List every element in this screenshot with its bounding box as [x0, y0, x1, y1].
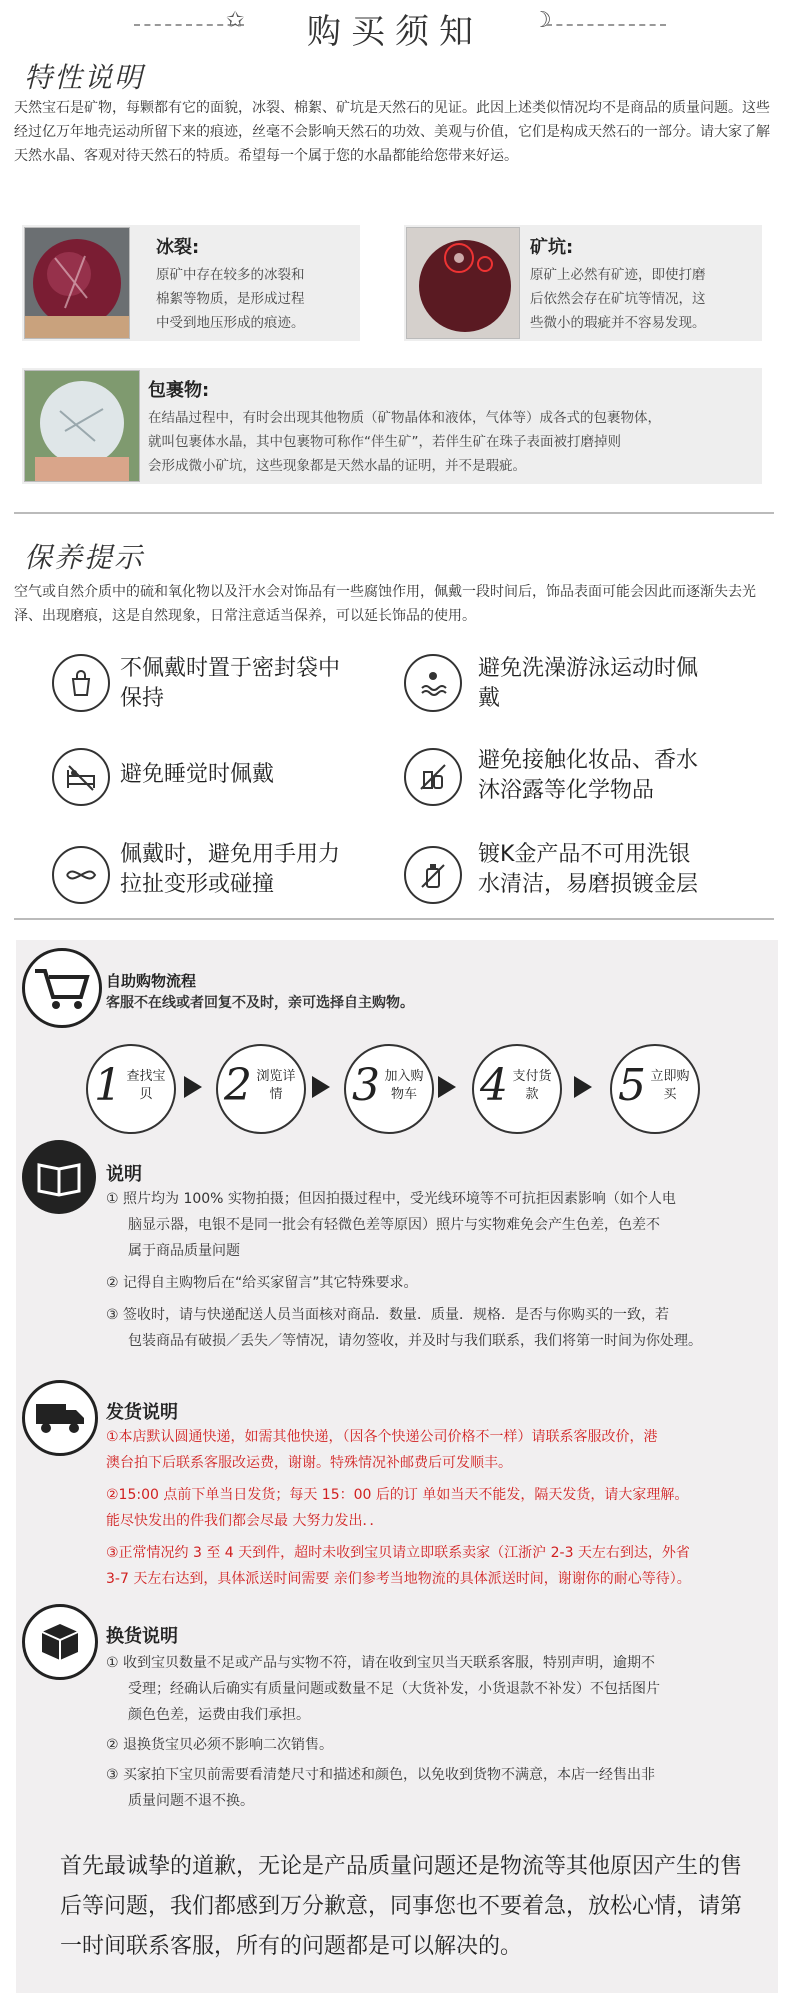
card-desc: 原矿上必然有矿迹，即使打磨 后依然会存在矿坑等情况，这 些微小的瑕疵并不容易发现。 — [530, 267, 706, 331]
care-tip-text: 避免洗澡游泳运动时佩 戴 — [478, 656, 699, 711]
box-icon — [22, 1604, 98, 1680]
care-tip-text: 不佩戴时置于密封袋中 保持 — [120, 656, 341, 711]
divider — [14, 512, 774, 514]
arrow-icon — [438, 1076, 456, 1098]
book-icon — [22, 1140, 96, 1214]
step-find: 1 查找宝贝 — [86, 1044, 176, 1134]
shipping-text: ①本店默认圆通快递，如需其他快递，（因各个快递公司价格不一样）请联系客服改价，港 澳台拍下后联系客服改运费，谢谢。特殊情况补邮费后可发顺丰。 ②15:00 点前下单当日发货；每天 15：00 后的订 单如当天不能发，隔天发货，请大家理解。 能尽快发出的件我们都会尽最 大努力发出．． ③正常情况约 3 至 4 天到件，超时未收到宝贝请立即联系卖家（江浙沪 2-3 天左右到达，外省 3-7 天左右达到，具体派送时间需要 亲们参考当地物流的具体派送时间，谢谢你的耐心等待）。 — [106, 1429, 691, 1587]
divider — [14, 918, 774, 920]
tangle-icon — [52, 846, 110, 904]
card-title: 包裹物: — [148, 380, 210, 401]
notes-text: ① 照片均为 100% 实物拍摄；但因拍摄过程中，受光线环境等不可抗拒因素影响（如个人电 脑显示器，电银不是同一批会有轻微色差等原因）照片与实物难免会产生色差，色差不 属于商品质量问题 ② 记得自主购物后在“给买家留言”其它特殊要求。 ③ 签收时，请与快递配送人员当面核对商品．数量．质量．规格．是否与你购买的一致，若 包装商品有破损／丢失／等情况，请勿签收，并及时与我们联系，我们将第一时间为你处理。 — [106, 1191, 702, 1349]
care-title: 保养提示 — [24, 541, 145, 574]
notes-title: 说明 — [106, 1164, 142, 1185]
mineral-pit-photo — [406, 227, 520, 339]
care-tip-text: 佩戴时，避免用手用力 拉扯变形或碰撞 — [120, 842, 341, 897]
step-add-cart: 3 加入购物车 — [344, 1044, 434, 1134]
feature-card-inclusions — [22, 368, 762, 484]
features-title: 特性说明 — [24, 61, 145, 94]
care-tip-text: 镀K金产品不可用洗银 水清洁，易磨损镀金层 — [478, 842, 699, 897]
shopping-subtitle: 客服不在线或者回复不及时，亲可选择自主购物。 — [106, 995, 414, 1011]
card-title: 冰裂: — [156, 237, 200, 258]
bed-icon — [52, 748, 110, 806]
header-title: 购买须知 — [307, 12, 483, 52]
step-browse: 2 浏览详情 — [216, 1044, 306, 1134]
swim-icon — [404, 654, 462, 712]
care-tip-text: 避免睡觉时佩戴 — [120, 762, 275, 787]
feature-card-mineral-pit — [404, 225, 762, 341]
step-buy: 5 立即购买 — [610, 1044, 700, 1134]
moon-icon: ☽ — [532, 8, 552, 33]
inclusion-photo — [24, 370, 140, 482]
cart-icon — [22, 948, 102, 1028]
arrow-icon — [574, 1076, 592, 1098]
cosmetics-icon — [404, 748, 462, 806]
shipping-title: 发货说明 — [106, 1402, 178, 1423]
cleaner-icon — [404, 846, 462, 904]
truck-icon — [22, 1380, 98, 1456]
card-title: 矿坑: — [530, 237, 574, 258]
header-dash-right — [546, 24, 666, 26]
step-pay: 4 支付货款 — [472, 1044, 562, 1134]
apology-text: 首先最诚挚的道歉，无论是产品质量问题还是物流等其他原因产生的售 后等问题，我们都感到万分歉意，同事您也不要着急，放松心情，请第 一时间联系客服，所有的问题都是可以解决的。 — [60, 1854, 743, 1959]
card-desc: 在结晶过程中，有时会出现其他物质（矿物晶体和液体，气体等）成各式的包裹物体， 就叫包裹体水晶，其中包裹物可称作“伴生矿”，若伴生矿在珠子表面被打磨掉则 会形成微小矿坑，这些现象都是天然水晶的证明，并不是瑕疵。 — [148, 410, 661, 474]
exchange-title: 换货说明 — [106, 1626, 178, 1647]
page-header — [0, 0, 790, 52]
features-intro: 天然宝石是矿物，每颗都有它的面貌，冰裂、棉絮、矿坑是天然石的见证。此因上述类似情况均不是商品的质量问题。这些经过亿万年地壳运动所留下来的痕迹，丝毫不会影响天然石的功效、美观与价值，它们是构成天然石的一部分。请大家了解天然水晶、客观对待天然石的特质。希望每一个属于您的水晶都能给您带来好运。 — [14, 100, 770, 164]
ice-crack-photo — [24, 227, 130, 339]
care-intro: 空气或自然介质中的硫和氧化物以及汗水会对饰品有一些腐蚀作用，佩戴一段时间后，饰品表面可能会因此而逐渐失去光泽、出现磨痕，这是自然现象，日常注意适当保养，可以延长饰品的使用。 — [14, 584, 756, 624]
bag-icon — [52, 654, 110, 712]
star-icon: ✩ — [226, 8, 245, 33]
care-tip-text: 避免接触化妆品、香水 沐浴露等化学物品 — [478, 748, 699, 803]
arrow-icon — [312, 1076, 330, 1098]
card-desc: 原矿中存在较多的冰裂和 棉絮等物质，是形成过程 中受到地压形成的痕迹。 — [156, 267, 305, 331]
exchange-text: ① 收到宝贝数量不足或产品与实物不符，请在收到宝贝当天联系客服，特别声明，逾期不 受理；经确认后确实有质量问题或数量不足（大货补发，小货退款不补发）不包括图片 颜色色差，运费由我们承担。 ② 退换货宝贝必须不影响二次销售。 ③ 买家拍下宝贝前需要看清楚尺寸和描述和颜色，以免收到货物不满意，本店一经售出非 质量问题不退不换。 — [106, 1655, 660, 1809]
shopping-title: 自助购物流程 — [106, 972, 197, 990]
arrow-icon — [184, 1076, 202, 1098]
feature-card-ice-crack — [22, 225, 360, 341]
